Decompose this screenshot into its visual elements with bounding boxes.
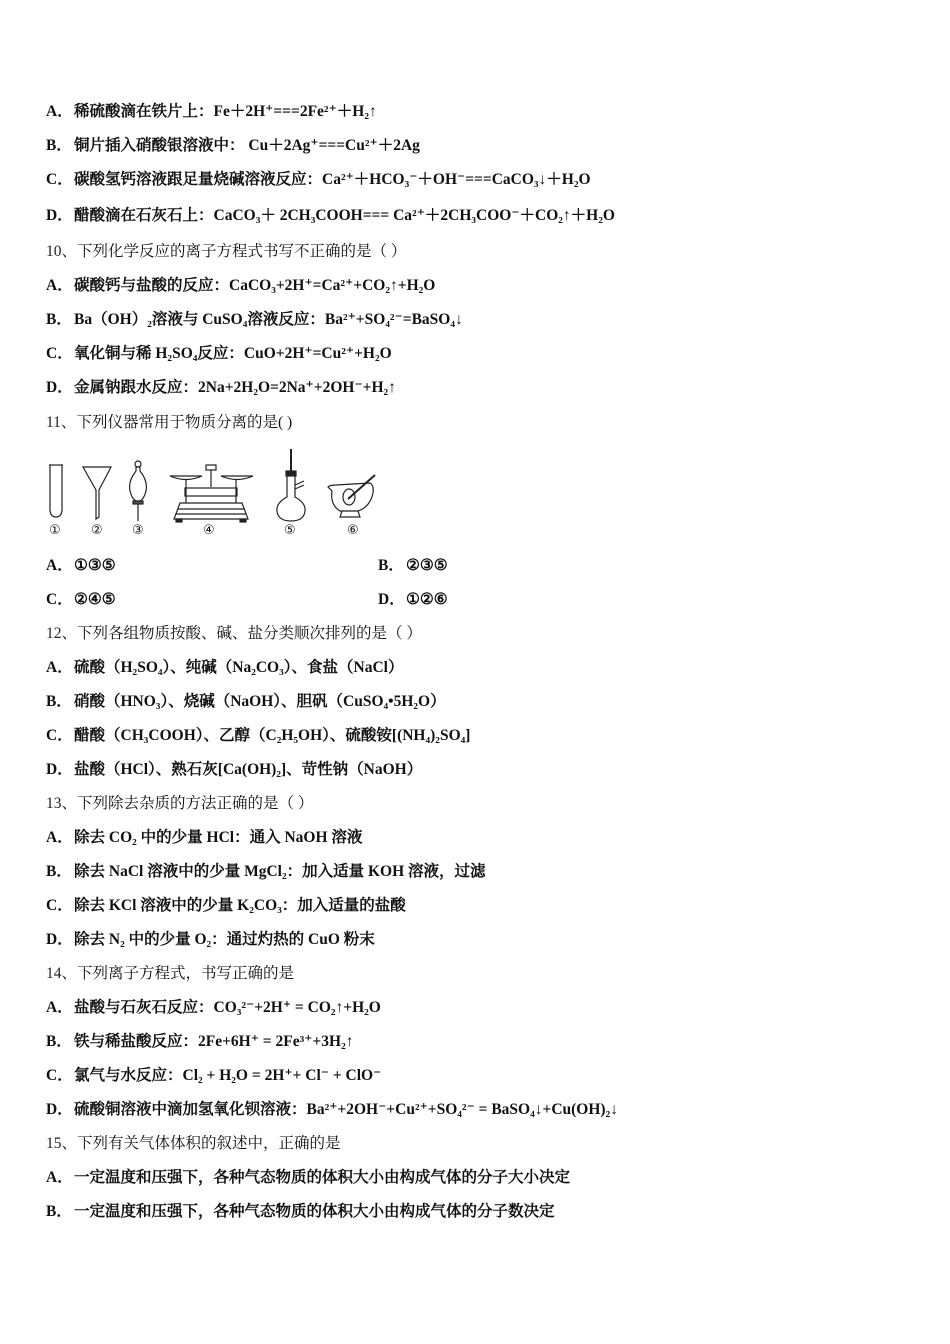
balance-icon <box>170 465 253 522</box>
q11-option-d <box>378 590 448 610</box>
q11-options-row-2 <box>46 590 926 610</box>
option-label: A． <box>46 103 73 120</box>
q13-stem <box>46 794 313 814</box>
option-text: ①②⑥ <box>406 591 448 608</box>
test-tube-icon <box>49 465 63 517</box>
figure-label-6: ⑥ <box>347 523 359 538</box>
option-text: 金属钠跟水反应：2Na+2H₂O=2Na⁺+2OH⁻+H₂↑ <box>74 379 396 396</box>
option-text: 铜片插入硝酸银溶液中： Cu＋2Ag⁺===Cu²⁺＋2Ag <box>74 137 420 154</box>
option-label: C． <box>46 171 73 188</box>
q12-option-b <box>46 692 446 712</box>
option-label: C． <box>46 345 73 362</box>
option-text: 铁与稀盐酸反应：2Fe+6H⁺ = 2Fe³⁺+3H₂↑ <box>74 1033 354 1050</box>
q10-option-d <box>46 378 396 398</box>
q13-option-b <box>46 862 486 882</box>
separatory-funnel-icon <box>130 461 147 521</box>
option-text: 碳酸钙与盐酸的反应：CaCO₃+2H⁺=Ca²⁺+CO₂↑+H₂O <box>74 277 436 294</box>
option-text: 硝酸（HNO₃）、烧碱（NaOH）、胆矾（CuSO₄•5H₂O） <box>74 693 446 710</box>
option-text: 硫酸（H₂SO₄）、纯碱（Na₂CO₃）、食盐（NaCl） <box>74 659 404 676</box>
option-text: 除去 CO₂ 中的少量 HCl：通入 NaOH 溶液 <box>74 829 363 846</box>
q10-option-b <box>46 310 463 330</box>
option-label: B． <box>46 1203 72 1220</box>
option-label: D． <box>46 207 73 224</box>
lab-apparatus-figure <box>40 447 380 542</box>
q13-option-c <box>46 896 406 916</box>
option-label: D． <box>378 591 405 608</box>
option-label: B． <box>46 863 72 880</box>
option-label: A． <box>46 557 73 574</box>
option-label: B． <box>378 557 404 574</box>
question-number: 11、 <box>46 414 77 431</box>
option-label: C． <box>46 591 73 608</box>
q9-option-d <box>46 206 615 226</box>
q15-option-a <box>46 1168 570 1188</box>
option-text: 醋酸（CH₃COOH）、乙醇（C₂H₅OH）、硫酸铵[(NH₄)₂SO₄] <box>74 727 471 744</box>
question-text: 下列有关气体体积的叙述中，正确的是 <box>77 1135 341 1152</box>
q9-option-b <box>46 136 420 156</box>
question-text: 下列各组物质按酸、碱、盐分类顺次排列的是（ ） <box>77 625 422 642</box>
question-number: 12、 <box>46 625 78 642</box>
option-text: Ba（OH）₂溶液与 CuSO₄溶液反应：Ba²⁺+SO₄²⁻=BaSO₄↓ <box>74 311 463 328</box>
option-text: 除去 KCl 溶液中的少量 K₂CO₃：加入适量的盐酸 <box>74 897 406 914</box>
q10-stem <box>46 242 406 262</box>
option-text: 硫酸铜溶液中滴加氢氧化钡溶液：Ba²⁺+2OH⁻+Cu²⁺+SO₄²⁻ = BaSO₄↓+Cu(OH)₂↓ <box>74 1101 618 1118</box>
q13-option-d <box>46 930 375 950</box>
question-text: 下列仪器常用于物质分离的是( ) <box>76 414 293 431</box>
figure-label-1: ① <box>49 523 61 538</box>
q10-option-c <box>46 344 392 364</box>
q9-option-a <box>46 102 377 122</box>
q15-option-b <box>46 1202 555 1222</box>
option-label: C． <box>46 897 73 914</box>
option-label: C． <box>46 727 73 744</box>
q14-option-c <box>46 1066 381 1086</box>
option-label: C． <box>46 1067 73 1084</box>
option-text: 除去 NaCl 溶液中的少量 MgCl₂：加入适量 KOH 溶液，过滤 <box>74 863 486 880</box>
option-text: ②③⑤ <box>406 557 448 574</box>
figure-label-4: ④ <box>203 523 215 538</box>
option-text: 一定温度和压强下，各种气态物质的体积大小由构成气体的分子数决定 <box>74 1203 555 1220</box>
option-text: 氧化铜与稀 H₂SO₄反应：CuO+2H⁺=Cu²⁺+H₂O <box>74 345 392 362</box>
q13-option-a <box>46 828 362 848</box>
mortar-and-pestle-icon <box>328 475 375 517</box>
q14-option-b <box>46 1032 353 1052</box>
q14-option-d <box>46 1100 618 1120</box>
question-number: 15、 <box>46 1135 78 1152</box>
q12-option-d <box>46 760 422 780</box>
question-number: 10、 <box>46 243 78 260</box>
q11-options-row-1 <box>46 556 926 576</box>
q12-option-c <box>46 726 470 746</box>
option-label: A． <box>46 1169 73 1186</box>
figure-label-2: ② <box>91 523 103 538</box>
option-text: 碳酸氢钙溶液跟足量烧碱溶液反应：Ca²⁺＋HCO₃⁻＋OH⁻===CaCO₃↓＋H₂O <box>74 171 591 188</box>
q10-option-a <box>46 276 435 296</box>
option-label: A． <box>46 277 73 294</box>
option-text: 除去 N₂ 中的少量 O₂：通过灼热的 CuO 粉末 <box>74 931 375 948</box>
option-text: 稀硫酸滴在铁片上：Fe＋2H⁺===2Fe²⁺＋H₂↑ <box>74 103 377 120</box>
q11-stem <box>46 413 292 433</box>
option-label: D． <box>46 379 73 396</box>
q14-option-a <box>46 998 381 1018</box>
option-text: 一定温度和压强下，各种气态物质的体积大小由构成气体的分子大小决定 <box>74 1169 571 1186</box>
question-text: 下列除去杂质的方法正确的是（ ） <box>77 795 314 812</box>
q11-option-a <box>46 557 116 574</box>
q14-stem <box>46 964 294 984</box>
option-label: A． <box>46 829 73 846</box>
q11-option-b <box>378 556 448 576</box>
option-text: 醋酸滴在石灰石上：CaCO₃＋ 2CH₃COOH=== Ca²⁺＋2CH₃COO⁻＋CO₂↑＋H₂O <box>74 207 615 224</box>
option-text: ②④⑤ <box>74 591 116 608</box>
q12-option-a <box>46 658 403 678</box>
option-text: ①③⑤ <box>74 557 116 574</box>
option-label: B． <box>46 693 72 710</box>
option-label: A． <box>46 659 73 676</box>
option-label: D． <box>46 1101 73 1118</box>
option-text: 盐酸与石灰石反应：CO₃²⁻+2H⁺ = CO₂↑+H₂O <box>74 999 381 1016</box>
question-text: 下列离子方程式，书写正确的是 <box>77 965 295 982</box>
q11-option-c <box>46 591 116 608</box>
q9-option-c <box>46 170 591 190</box>
question-text: 下列化学反应的离子方程式书写不正确的是（ ） <box>77 243 407 260</box>
option-label: D． <box>46 931 73 948</box>
question-number: 13、 <box>46 795 78 812</box>
option-text: 盐酸（HCl）、熟石灰[Ca(OH)₂]、苛性钠（NaOH） <box>74 761 423 778</box>
figure-label-3: ③ <box>132 523 144 538</box>
q15-stem <box>46 1134 341 1154</box>
option-label: B． <box>46 137 72 154</box>
option-label: B． <box>46 1033 72 1050</box>
option-label: D． <box>46 761 73 778</box>
distillation-flask-icon <box>277 449 305 521</box>
option-text: 氯气与水反应：Cl₂ + H₂O = 2H⁺+ Cl⁻ + ClO⁻ <box>74 1067 382 1084</box>
option-label: B． <box>46 311 72 328</box>
figure-label-5: ⑤ <box>284 523 296 538</box>
q12-stem <box>46 624 422 644</box>
question-number: 14、 <box>46 965 78 982</box>
funnel-icon <box>83 467 111 519</box>
option-label: A． <box>46 999 73 1016</box>
